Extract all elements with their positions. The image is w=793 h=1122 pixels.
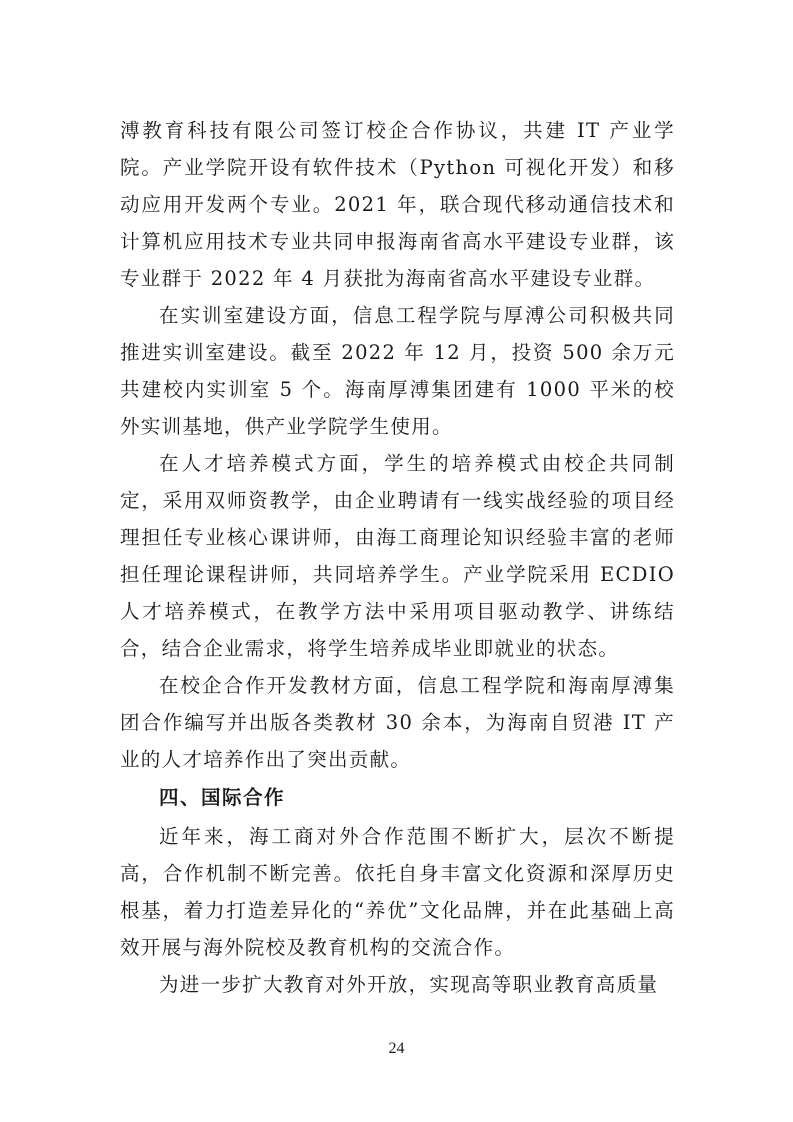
paragraph-talent-training: 在人才培养模式方面，学生的培养模式由校企共同制定，采用双师资教学，由企业聘请有一线实战经验的项目经理担任专业核心课讲师，由海工商理论知识经验丰富的老师担任理论课程讲师，共同培养学生。产业学院采用 ECDIO 人才培养模式，在教学方法中采用项目驱动教学、讲练结合，结合企业需求，将学生培养成毕业即就业的状态。 — [120, 452, 675, 660]
section-heading-international: 四、国际合作 — [159, 786, 286, 809]
paragraph-training-rooms: 在实训室建设方面，信息工程学院与厚溥公司积极共同推进实训室建设。截至 2022 年 12 月，投资 500 余万元共建校内实训室 5 个。海南厚溥集团建有 1000 平米的校外实训基地，供产业学院学生使用。 — [120, 304, 675, 438]
page-number: 24 — [388, 1040, 405, 1057]
document-body — [120, 112, 675, 1003]
paragraph-international-2: 为进一步扩大教育对外开放，实现高等职业教育高质量 — [159, 973, 659, 996]
paragraph-textbooks: 在校企合作开发教材方面，信息工程学院和海南厚溥集团合作编写并出版各类教材 30 余本，为海南自贸港 IT 产业的人才培养作出了突出贡献。 — [120, 674, 675, 771]
paragraph-international-1: 近年来，海工商对外合作范围不断扩大，层次不断提高，合作机制不断完善。依托自身丰富文化资源和深厚历史根基，着力打造差异化的“养优”文化品牌，并在此基础上高效开展与海外院校及教育机构的交流合作。 — [120, 825, 675, 959]
paragraph-continuation: 溥教育科技有限公司签订校企合作协议，共建 IT 产业学院。产业学院开设有软件技术（Python 可视化开发）和移动应用开发两个专业。2021 年，联合现代移动通信技术和计算机应用技术专业共同申报海南省高水平建设专业群，该专业群于 2022 年 4 月获批为海南省高水平建设专业群。 — [120, 119, 675, 290]
